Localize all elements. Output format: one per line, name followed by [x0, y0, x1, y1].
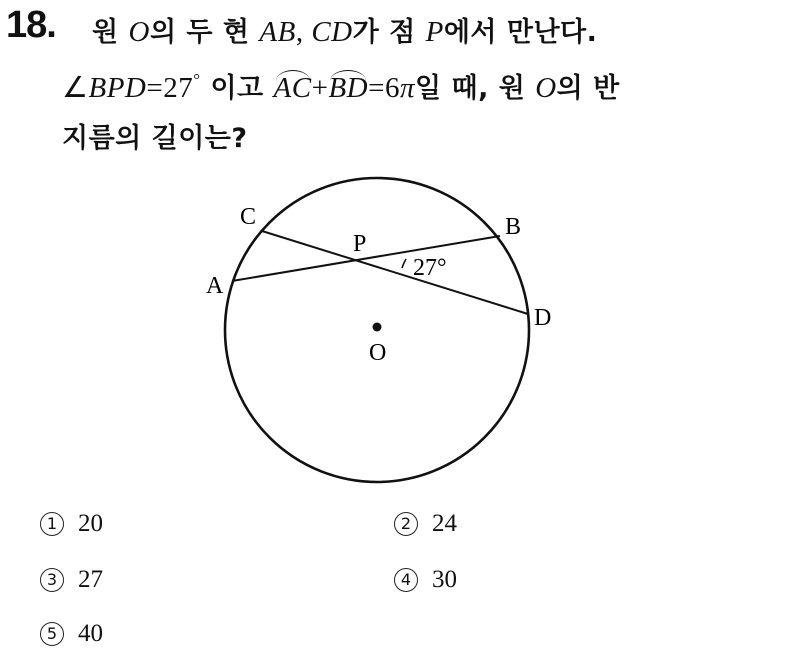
comma: , [295, 16, 312, 48]
option-marker-3: 3 [40, 568, 64, 592]
option-marker-1: 1 [40, 512, 64, 536]
option-marker-5: 5 [40, 622, 64, 646]
text: 의 반 [556, 73, 620, 104]
math-O: O [535, 72, 557, 104]
text: 원 [92, 17, 129, 48]
text: 가 점 [352, 17, 426, 48]
option-marker-4: 4 [394, 568, 418, 592]
math-CD: CD [311, 16, 353, 48]
text: 일 때, 원 [415, 73, 536, 104]
question-line-3: 지름의 길이는? [62, 123, 248, 154]
label-D: D [534, 305, 552, 331]
math-BPD: BPD [88, 72, 147, 104]
math-P: P [425, 16, 444, 48]
option-1[interactable] [40, 510, 103, 538]
plus: + [311, 72, 329, 104]
option-3[interactable] [40, 566, 103, 594]
option-value-1: 20 [78, 510, 103, 537]
arc-BD: BD [328, 72, 369, 104]
angle-symbol: ∠ [62, 72, 89, 104]
option-2[interactable] [394, 510, 457, 538]
option-marker-2: 2 [394, 512, 418, 536]
text: 의 두 현 [149, 17, 260, 48]
label-C: C [240, 204, 257, 230]
math-O: O [128, 16, 150, 48]
label-A: A [206, 273, 224, 299]
math-AB: AB [259, 16, 296, 48]
question-number: 18. [6, 4, 56, 46]
option-value-5: 40 [78, 620, 103, 647]
option-value-2: 24 [432, 510, 457, 537]
label-O: O [369, 340, 387, 366]
arc-AC: AC [273, 72, 312, 104]
chord-CD [262, 231, 528, 314]
angle-arc [402, 259, 406, 268]
degree-sign: ° [193, 70, 201, 89]
equals-6: =6 [368, 72, 400, 104]
label-B: B [505, 214, 522, 240]
option-4[interactable] [394, 566, 457, 594]
pi-symbol: π [399, 72, 415, 104]
text: 에서 만난다. [443, 17, 598, 48]
center-point [373, 323, 382, 332]
text: 이고 [200, 73, 274, 104]
label-angle-27: 27° [413, 255, 447, 281]
option-value-3: 27 [78, 566, 103, 593]
equals-27: =27 [146, 72, 194, 104]
option-value-4: 30 [432, 566, 457, 593]
label-P: P [353, 231, 367, 257]
option-5[interactable] [40, 620, 103, 648]
